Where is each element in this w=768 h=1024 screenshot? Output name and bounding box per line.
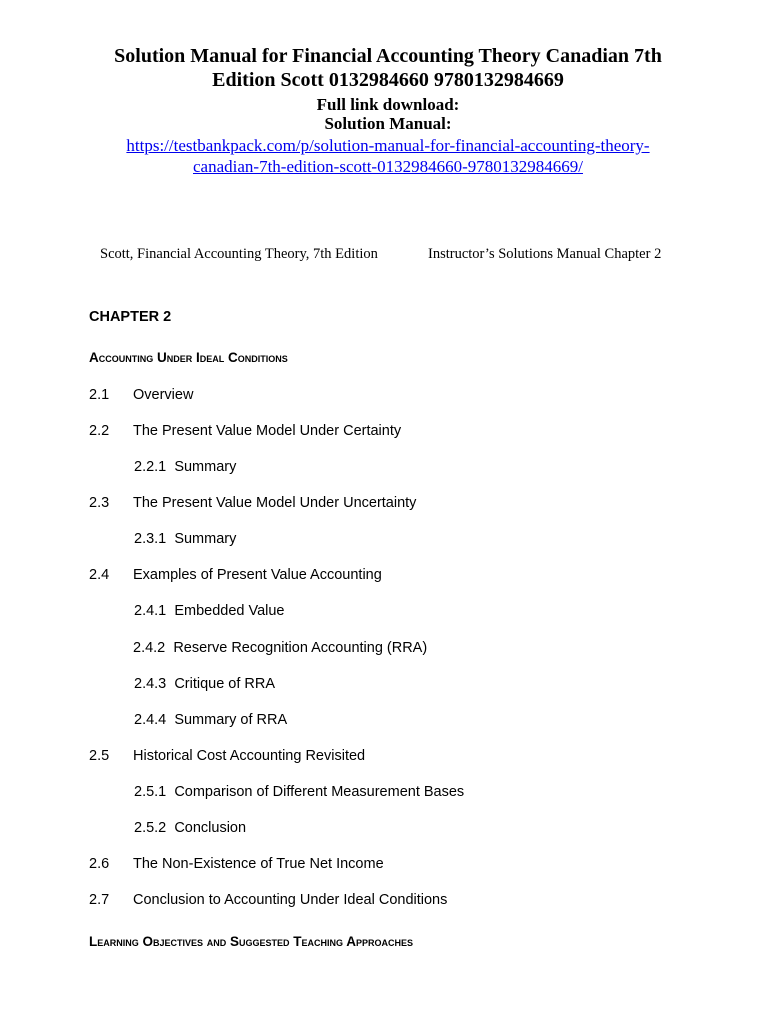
toc-item-number: 2.4.3 xyxy=(134,676,167,692)
toc-item-label: Summary of RRA xyxy=(174,712,288,728)
toc-item-number: 2.4 xyxy=(89,567,110,583)
toc-subitem xyxy=(134,603,285,619)
document-title xyxy=(60,44,716,92)
toc-subitem xyxy=(134,531,236,547)
solution-manual-label: Solution Manual: xyxy=(324,114,452,133)
toc-item-number: 2.5.1 xyxy=(134,784,167,800)
toc-item xyxy=(89,387,193,403)
toc-item-label: Conclusion to Accounting Under Ideal Conditions xyxy=(133,892,448,908)
title-line-1: Solution Manual for Financial Accounting Theory Canadian 7th xyxy=(114,45,662,67)
toc-item-number: 2.3 xyxy=(89,495,110,511)
toc-subitem xyxy=(133,640,427,656)
toc-item-number: 2.3.1 xyxy=(134,531,167,547)
download-link[interactable] xyxy=(60,135,716,177)
toc-subitem xyxy=(134,712,287,728)
toc-item-label: Conclusion xyxy=(174,820,247,836)
toc-item-label: The Present Value Model Under Uncertainty xyxy=(133,495,417,511)
running-header-left: Scott, Financial Accounting Theory, 7th Edition xyxy=(100,246,378,262)
toc-item-number: 2.7 xyxy=(89,892,110,908)
toc-item-label: Historical Cost Accounting Revisited xyxy=(133,748,366,764)
toc-item-number: 2.4.2 xyxy=(133,640,166,656)
toc-item-number: 2.6 xyxy=(89,856,110,872)
toc-subitem xyxy=(134,459,236,475)
toc-item xyxy=(89,495,416,511)
chapter-heading: CHAPTER 2 xyxy=(89,309,172,325)
running-header-right: Instructor’s Solutions Manual Chapter 2 xyxy=(428,246,662,262)
toc-item xyxy=(89,748,365,764)
toc-item-label: Critique of RRA xyxy=(174,676,276,692)
toc-item-label: Embedded Value xyxy=(174,603,285,619)
toc-item-label: Reserve Recognition Accounting (RRA) xyxy=(173,640,428,656)
toc-subitem xyxy=(134,784,464,800)
toc-item-label: Summary xyxy=(174,531,237,547)
toc-item-number: 2.1 xyxy=(89,387,110,403)
toc-item-label: Examples of Present Value Accounting xyxy=(133,567,382,583)
full-link-label: Full link download: xyxy=(316,95,460,114)
title-line-2: Edition Scott 0132984660 9780132984669 xyxy=(212,69,564,91)
toc-item-label: The Non-Existence of True Net Income xyxy=(133,856,384,872)
toc-subitem xyxy=(134,820,246,836)
download-link-line-1[interactable]: https://testbankpack.com/p/solution-manual-for-financial-accounting-theory- xyxy=(126,136,650,155)
toc-item-number: 2.5.2 xyxy=(134,820,167,836)
toc-item-number: 2.2 xyxy=(89,423,110,439)
toc-item-label: Summary xyxy=(174,459,237,475)
toc-item-label: Comparison of Different Measurement Bases xyxy=(174,784,465,800)
learning-objectives-heading: Learning Objectives and Suggested Teaching Approaches xyxy=(89,934,414,949)
section-heading: Accounting Under Ideal Conditions xyxy=(89,350,288,365)
toc-item xyxy=(89,856,384,872)
toc-item xyxy=(89,892,447,908)
toc-item-label: Overview xyxy=(133,387,194,403)
toc-item xyxy=(89,567,382,583)
toc-item-label: The Present Value Model Under Certainty xyxy=(133,423,402,439)
download-link-line-2[interactable]: canadian-7th-edition-scott-0132984660-9780132984669/ xyxy=(193,157,583,176)
toc-item-number: 2.5 xyxy=(89,748,110,764)
toc-item-number: 2.4.4 xyxy=(134,712,167,728)
toc-subitem xyxy=(134,676,275,692)
toc-item-number: 2.2.1 xyxy=(134,459,167,475)
toc-item-number: 2.4.1 xyxy=(134,603,167,619)
toc-item xyxy=(89,423,401,439)
